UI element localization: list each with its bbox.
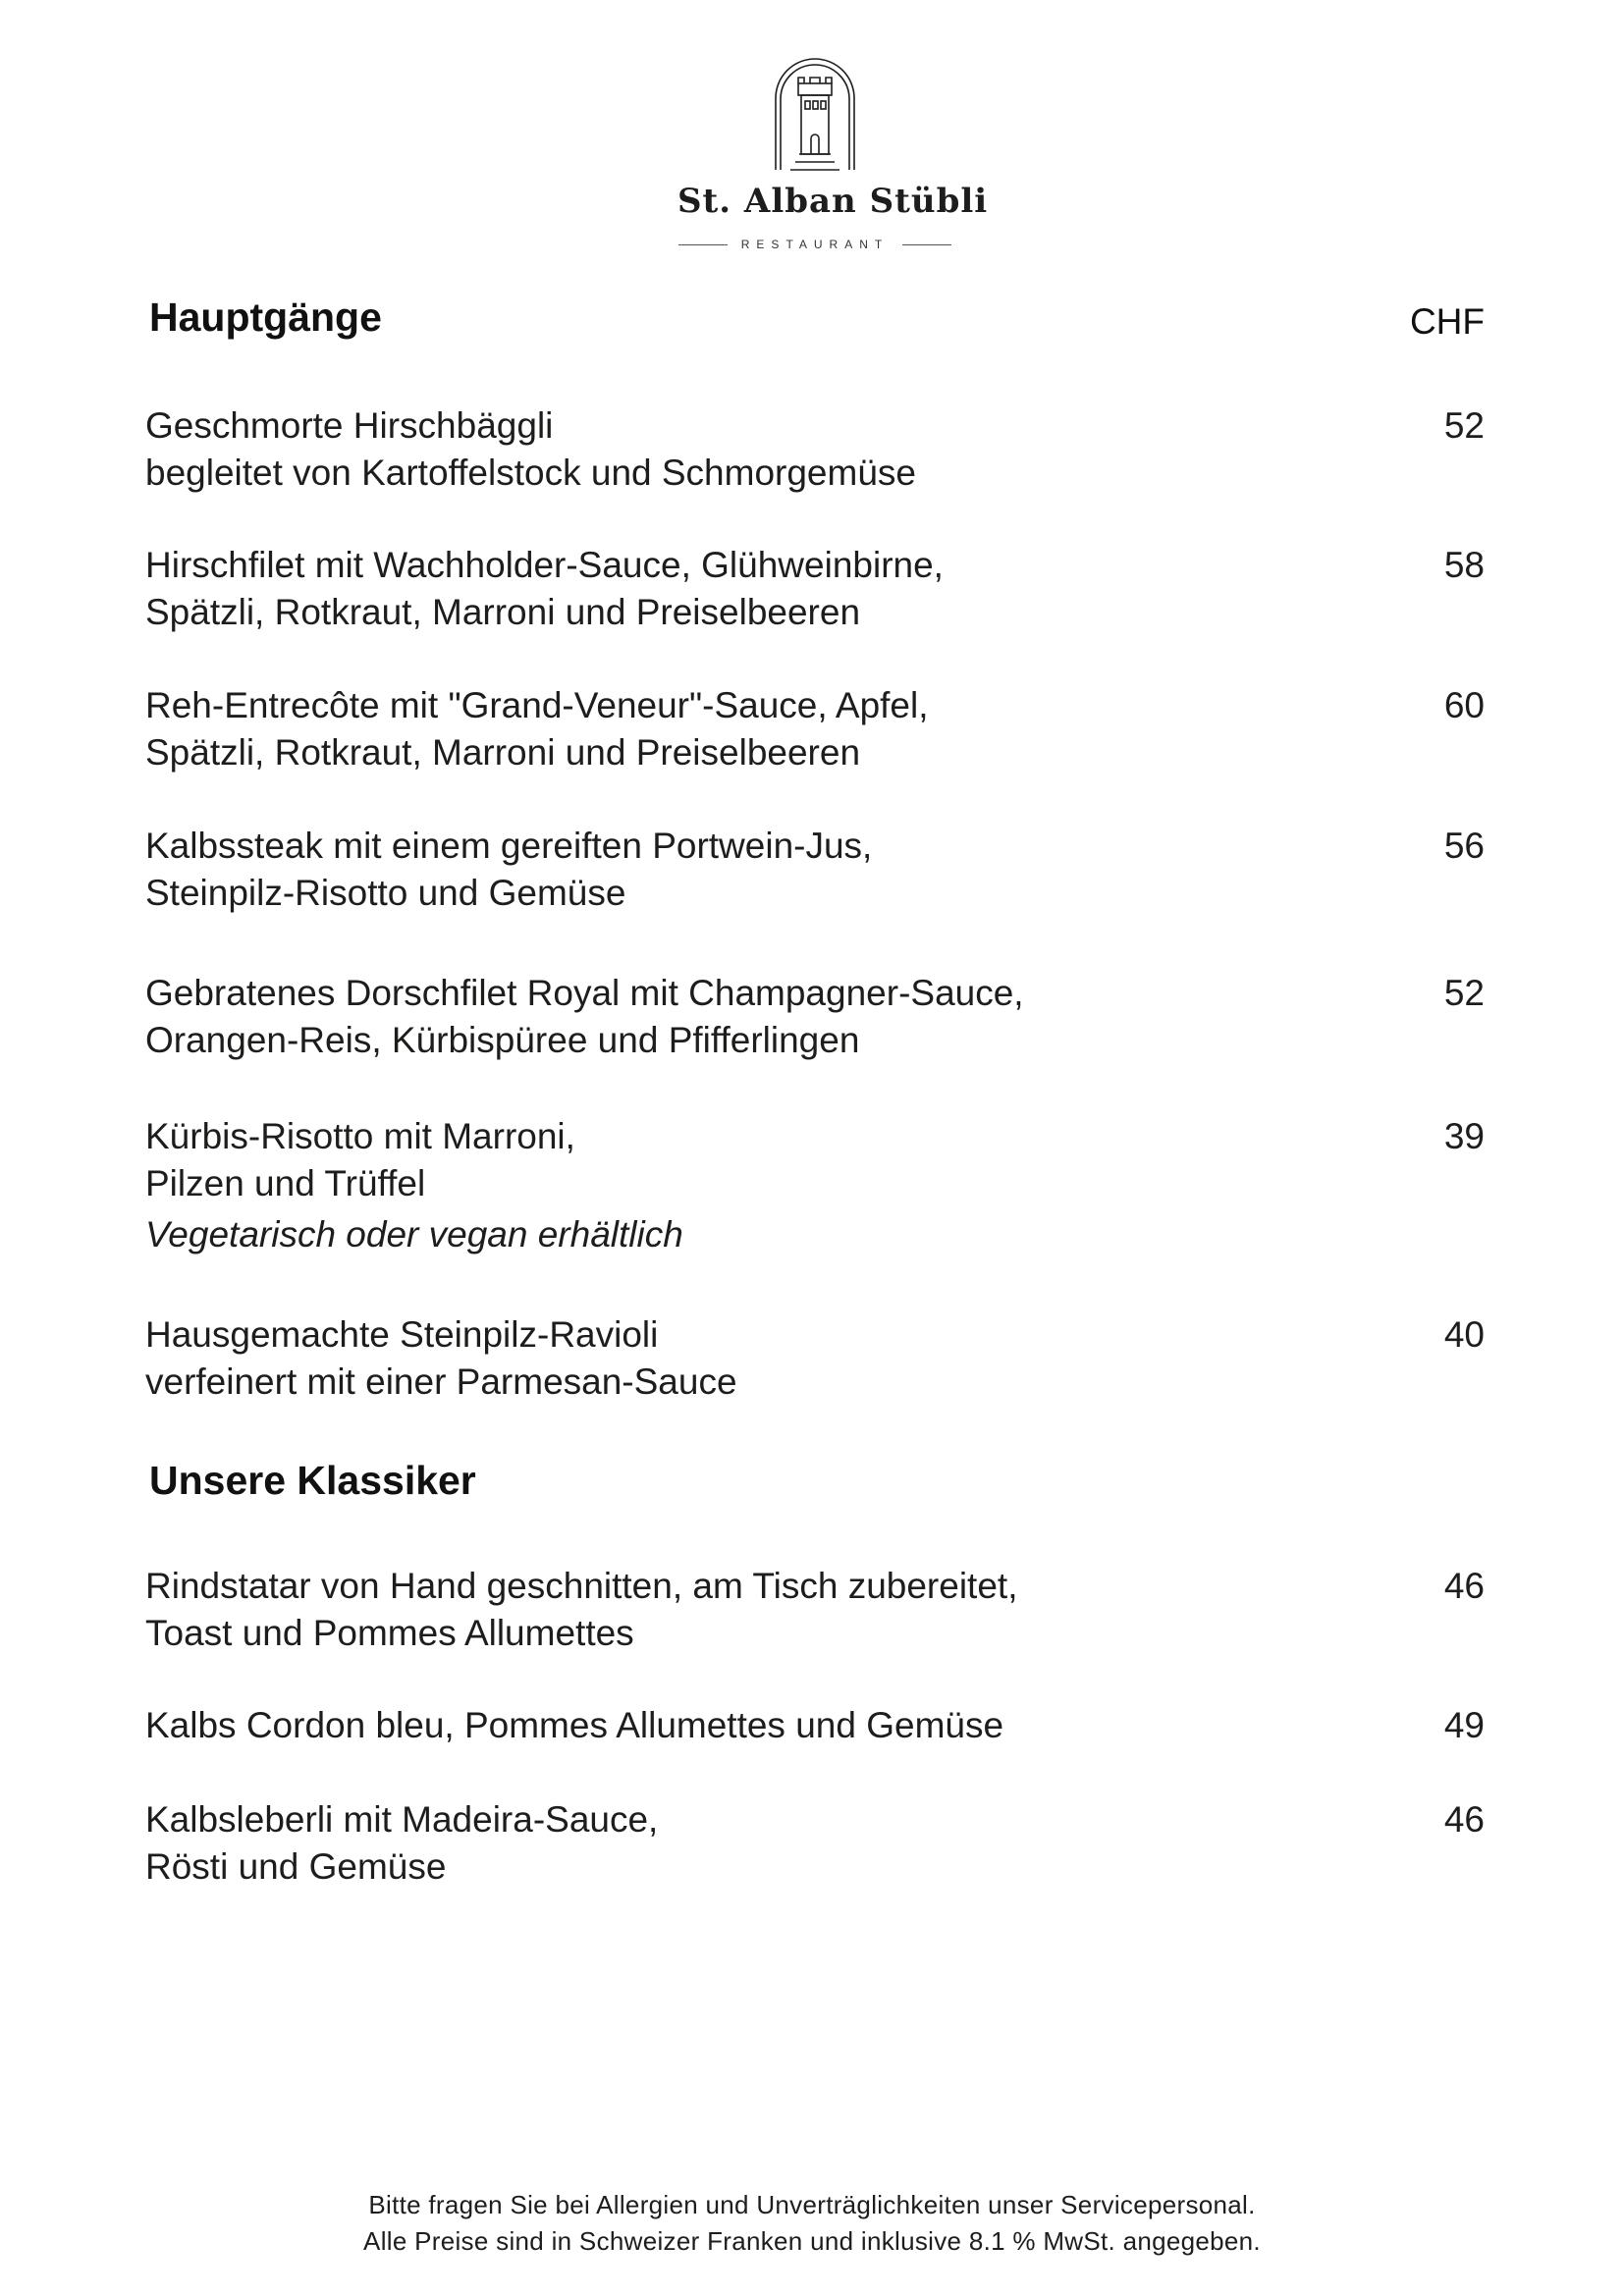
brand-subtitle <box>677 233 952 256</box>
menu-item <box>145 823 1485 917</box>
item-price: 52 <box>1443 973 1485 1013</box>
item-note: Vegetarisch oder vegan erhältlich <box>145 1214 683 1255</box>
item-price: 40 <box>1443 1314 1485 1355</box>
item-price: 39 <box>1443 1116 1485 1156</box>
item-name: Rindstatar von Hand geschnitten, am Tisch zubereitet, <box>145 1566 1018 1606</box>
section-title-hauptgaenge: Hauptgänge <box>149 294 382 340</box>
menu-item <box>145 682 1485 776</box>
item-description: begleitet von Kartoffelstock und Schmorgemüse <box>145 453 916 493</box>
price-notice: Alle Preise sind in Schweizer Franken und inklusive 8.1 % MwSt. angegeben. <box>363 2226 1261 2256</box>
item-description: Toast und Pommes Allumettes <box>145 1613 634 1653</box>
item-price: 52 <box>1443 405 1485 446</box>
item-description: verfeinert mit einer Parmesan-Sauce <box>145 1362 737 1402</box>
item-price: 46 <box>1443 1799 1485 1840</box>
item-price: 60 <box>1443 685 1485 725</box>
section-title-klassiker: Unsere Klassiker <box>149 1458 476 1503</box>
tower-icon <box>771 54 859 172</box>
item-name: Hausgemachte Steinpilz-Ravioli <box>145 1314 659 1355</box>
footer-notice <box>0 2187 1624 2260</box>
menu-item <box>145 1563 1485 1657</box>
menu-item <box>145 1702 1485 1749</box>
brand-subtitle-text: RESTAURANT <box>740 238 890 251</box>
allergy-notice: Bitte fragen Sie bei Allergien und Unverträglichkeiten unser Servicepersonal. <box>368 2190 1256 2219</box>
restaurant-logo <box>677 54 989 251</box>
item-name: Kalbssteak mit einem gereiften Portwein-Jus, <box>145 826 873 866</box>
item-description: Rösti und Gemüse <box>145 1846 447 1887</box>
menu-item <box>145 1796 1485 1891</box>
item-description: Pilzen und Trüffel <box>145 1163 426 1203</box>
divider <box>902 244 951 245</box>
item-description: Spätzli, Rotkraut, Marroni und Preiselbeeren <box>145 732 861 773</box>
item-description: Spätzli, Rotkraut, Marroni und Preiselbeeren <box>145 592 861 632</box>
menu-item <box>145 402 1485 497</box>
item-description: Orangen-Reis, Kürbispüree und Pfifferlingen <box>145 1020 860 1060</box>
menu-item <box>145 1113 1485 1258</box>
menu-item <box>145 1311 1485 1406</box>
item-name: Reh-Entrecôte mit "Grand-Veneur"-Sauce, Apfel, <box>145 685 929 725</box>
menu-item <box>145 542 1485 636</box>
item-name: Kalbs Cordon bleu, Pommes Allumettes und Gemüse <box>145 1705 1004 1745</box>
divider <box>678 244 728 245</box>
brand-name: St. Alban Stübli <box>677 182 989 221</box>
item-price: 58 <box>1443 545 1485 585</box>
menu-item <box>145 970 1485 1064</box>
item-name: Kürbis-Risotto mit Marroni, <box>145 1116 575 1156</box>
item-description: Steinpilz-Risotto und Gemüse <box>145 873 626 913</box>
item-name: Kalbsleberli mit Madeira-Sauce, <box>145 1799 659 1840</box>
item-name: Geschmorte Hirschbäggli <box>145 405 554 446</box>
item-price: 56 <box>1443 826 1485 866</box>
item-price: 49 <box>1443 1705 1485 1745</box>
item-price: 46 <box>1443 1566 1485 1606</box>
currency-label: CHF <box>1409 301 1485 342</box>
item-name: Hirschfilet mit Wachholder-Sauce, Glühweinbirne, <box>145 545 944 585</box>
item-name: Gebratenes Dorschfilet Royal mit Champagner-Sauce, <box>145 973 1024 1013</box>
